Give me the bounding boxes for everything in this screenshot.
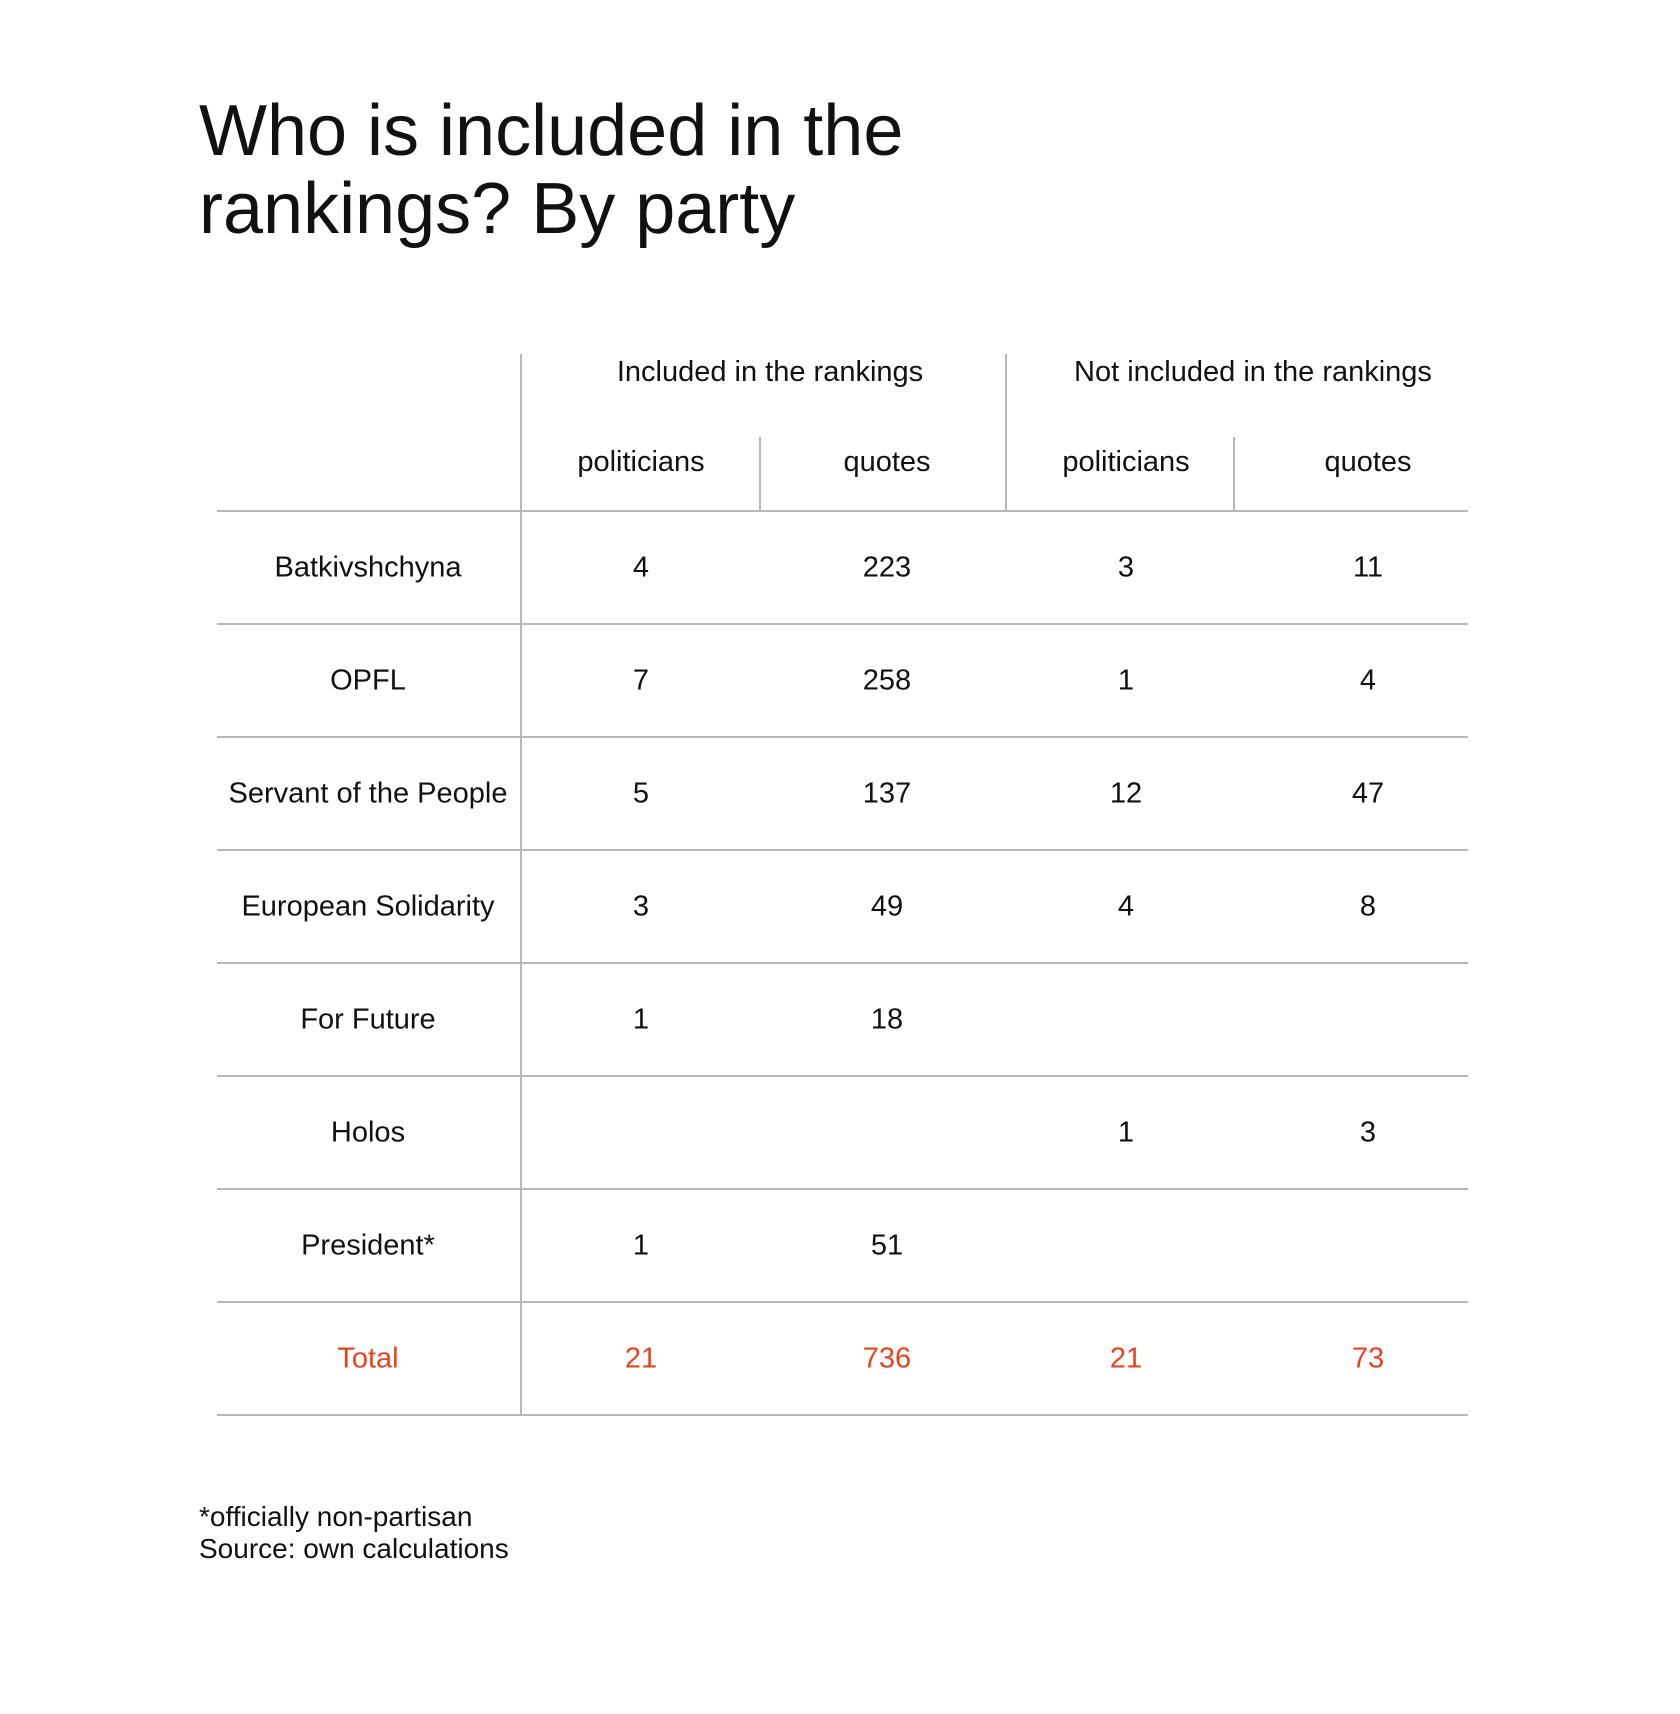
row-6-cell-3: 1: [1117, 1116, 1135, 1149]
total-cell-1: 21: [624, 1342, 658, 1375]
chart-title-line-1: Who is included in the: [199, 91, 904, 171]
row-7-cell-1: 1: [632, 1229, 650, 1262]
column-header-1: politicians: [577, 446, 705, 478]
row-3-cell-1: 5: [632, 777, 650, 810]
footnote-source: Source: own calculations: [199, 1533, 509, 1564]
row-6-cell-4: 3: [1359, 1116, 1377, 1149]
column-header-3: politicians: [1062, 446, 1190, 478]
row-1-cell-1: 4: [632, 551, 650, 584]
footnote: [199, 1501, 509, 1565]
column-header-2: quotes: [843, 446, 931, 478]
total-cell-2: 736: [862, 1342, 912, 1375]
row-4-cell-2: 49: [870, 890, 904, 923]
row-6-label: Holos: [330, 1116, 406, 1149]
row-1-cell-2: 223: [862, 551, 912, 584]
column-group-header-1: Included in the rankings: [616, 356, 924, 388]
row-2-cell-2: 258: [862, 664, 912, 697]
total-cell-3: 21: [1109, 1342, 1143, 1375]
total-cell-4: 73: [1351, 1342, 1385, 1375]
row-1-cell-3: 3: [1117, 551, 1135, 584]
row-4-cell-3: 4: [1117, 890, 1135, 923]
row-3-cell-2: 137: [862, 777, 912, 810]
row-2-label: OPFL: [330, 664, 406, 697]
row-7-cell-2: 51: [870, 1229, 904, 1262]
row-1-cell-4: 11: [1352, 551, 1384, 584]
row-7-label: President*: [301, 1229, 435, 1262]
row-5-label: For Future: [300, 1003, 436, 1036]
row-5-cell-2: 18: [870, 1003, 904, 1036]
row-4-cell-4: 8: [1359, 890, 1377, 923]
chart-title-line-2: rankings? By party: [199, 169, 796, 249]
row-3-cell-4: 47: [1351, 777, 1385, 810]
row-3-label: Servant of the People: [228, 777, 508, 810]
row-4-cell-1: 3: [632, 890, 650, 923]
row-3-cell-3: 12: [1109, 777, 1143, 810]
row-5-cell-1: 1: [632, 1003, 650, 1036]
row-2-cell-1: 7: [632, 664, 650, 697]
row-1-label: Batkivshchyna: [274, 551, 462, 584]
column-group-header-2: Not included in the rankings: [1074, 356, 1432, 388]
row-2-cell-4: 4: [1359, 664, 1377, 697]
total-label: Total: [337, 1342, 399, 1375]
footnote-note: *officially non-partisan: [199, 1501, 473, 1532]
column-header-4: quotes: [1324, 446, 1412, 478]
row-4-label: European Solidarity: [241, 890, 495, 923]
row-2-cell-3: 1: [1117, 664, 1135, 697]
